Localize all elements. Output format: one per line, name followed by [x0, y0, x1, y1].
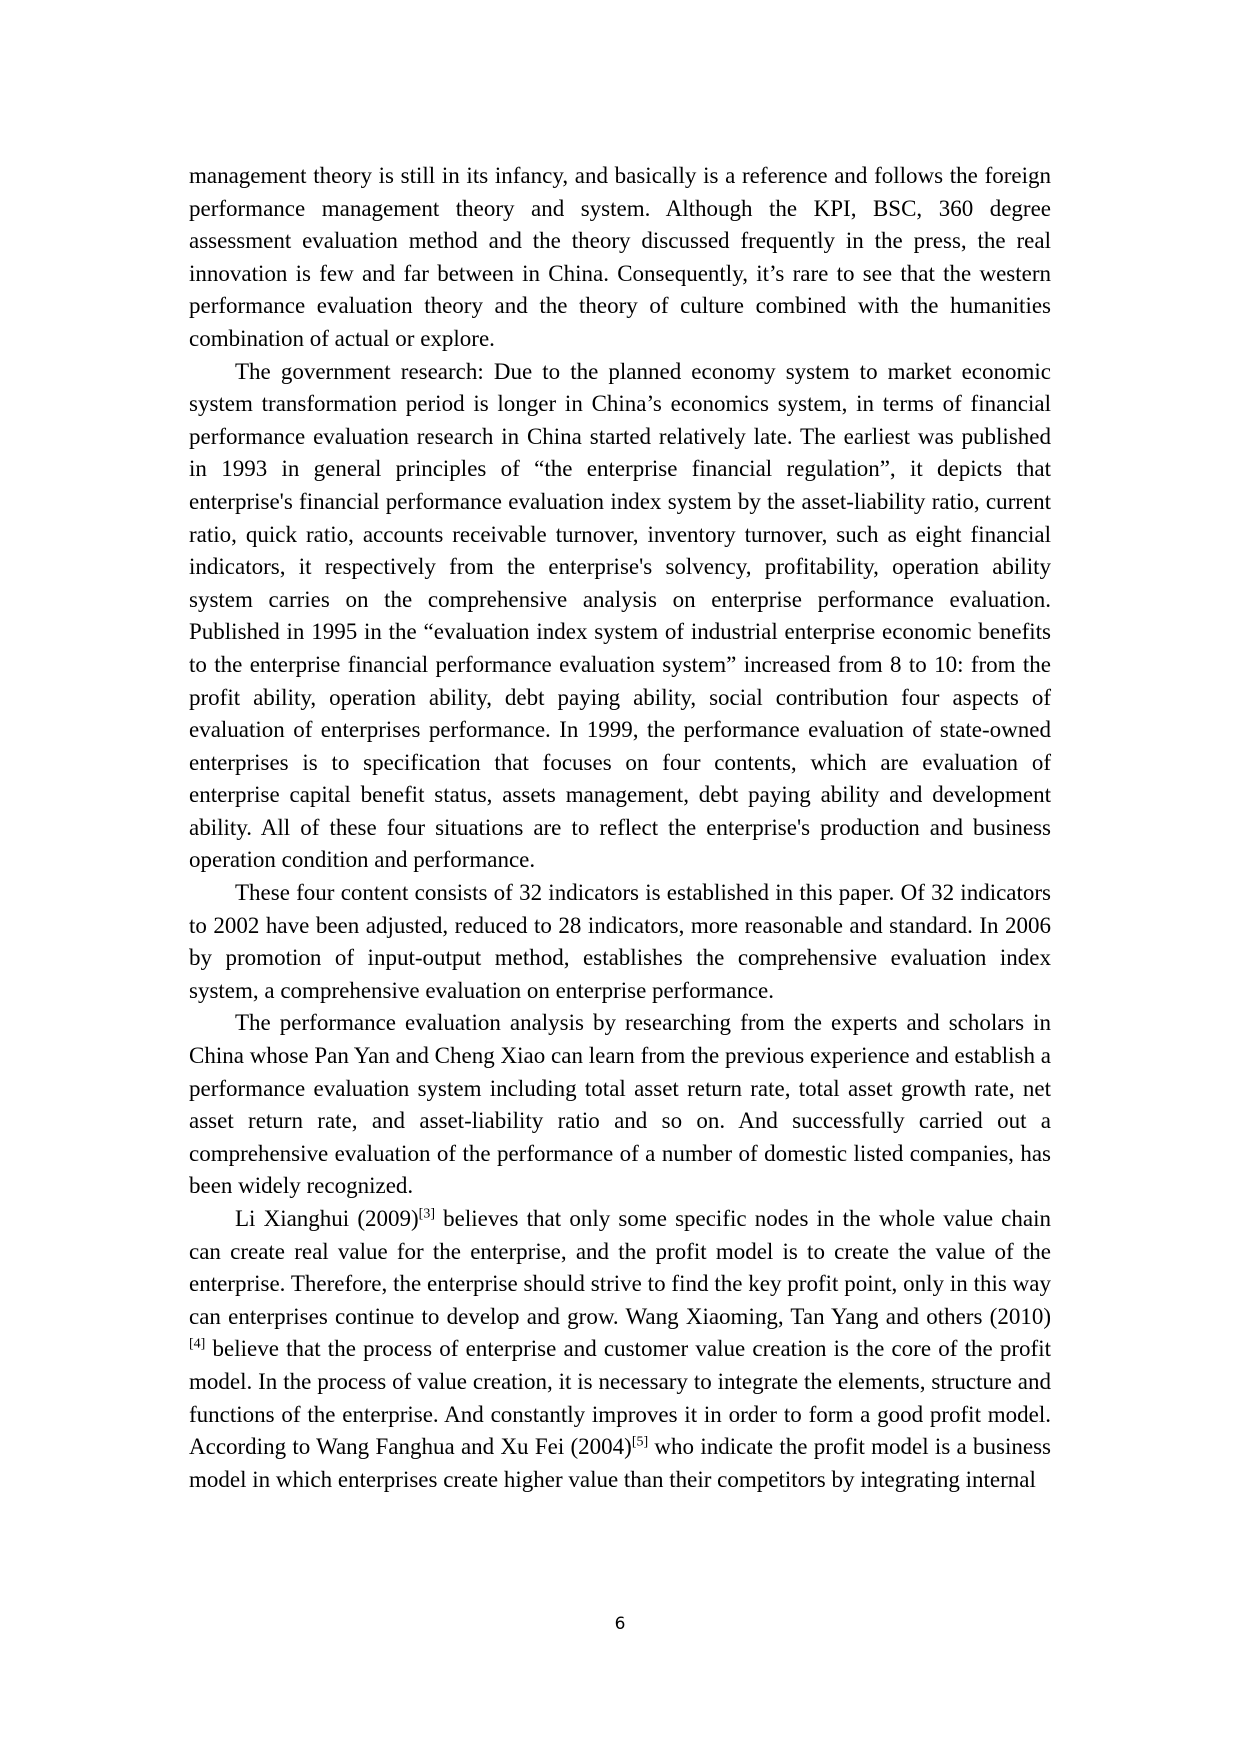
citation-marker: [3]	[418, 1206, 435, 1222]
paragraph-text-segment: believe that the process of enterprise and customer value creation is the core of the profit model. In the process of value creation, it is necessary to integrate the elements, structure and functions of the enterprise. And constantly improves it in order to form a good profit model. According to Wang Fanghua and Xu Fei (2004)	[189, 1336, 1051, 1460]
page-number: 6	[614, 1614, 626, 1634]
paragraph-profit-model	[189, 1203, 1051, 1496]
paragraph-text-segment: who indicate the profit model is a business model in which enterprises create higher value than their competitors by integrating internal	[189, 1434, 1051, 1492]
paragraph-government-research: The government research: Due to the planned economy system to market economic system transformation period is longer in China’s economics system, in terms of financial performance evaluation research in China started relatively late. The earliest was published in 1993 in general principles of “the enterprise financial regulation”, it depicts that enterprise's financial performance evaluation index system by the asset-liability ratio, current ratio, quick ratio, accounts receivable turnover, inventory turnover, such as eight financial indicators, it respectively from the enterprise's solvency, profitability, operation ability system carries on the comprehensive analysis on enterprise performance evaluation. Published in 1995 in the “evaluation index system of industrial enterprise economic benefits to the enterprise financial performance evaluation system” increased from 8 to 10: from the profit ability, operation ability, debt paying ability, social contribution four aspects of evaluation of enterprises performance. In 1999, the performance evaluation of state-owned enterprises is to specification that focuses on four contents, which are evaluation of enterprise capital benefit status, assets management, debt paying ability and development ability. All of these four situations are to reflect the enterprise's production and business operation condition and performance.	[189, 358, 1051, 873]
citation-marker: [4]	[189, 1336, 206, 1352]
paragraph-text-segment: Li Xianghui (2009)	[235, 1206, 419, 1231]
citation-marker: [5]	[631, 1434, 649, 1450]
paragraph-1: management theory is still in its infancy, and basically is a reference and follows the foreign performance management theory and system. Although the KPI, BSC, 360 degree assessment evaluation method and the theory discussed frequently in the press, the real innovation is few and far between in China. Consequently, it’s rare to see that the western performance evaluation theory and the theory of culture combined with the humanities combination of actual or explore.	[189, 163, 1051, 351]
paragraph-text-segment: believes that only some specific nodes in the whole value chain can create real value for the enterprise, and the profit model is to create the value of the enterprise. Therefore, the enterprise should strive to find the key profit point, only in this way can enterprises continue to develop and grow. Wang Xiaoming, Tan Yang and others (2010)	[189, 1206, 1051, 1329]
document-body	[189, 160, 1051, 1496]
paragraph-indicators: These four content consists of 32 indicators is established in this paper. Of 32 indicators to 2002 have been adjusted, reduced to 28 indicators, more reasonable and standard. In 2006 by promotion of input-output method, establishes the comprehensive evaluation index system, a comprehensive evaluation on enterprise performance.	[189, 880, 1051, 1003]
paragraph-scholars: The performance evaluation analysis by researching from the experts and scholars in China whose Pan Yan and Cheng Xiao can learn from the previous experience and establish a performance evaluation system including total asset return rate, total asset growth rate, net asset return rate, and asset-liability ratio and so on. And successfully carried out a comprehensive evaluation of the performance of a number of domestic listed companies, has been widely recognized.	[189, 1010, 1051, 1199]
